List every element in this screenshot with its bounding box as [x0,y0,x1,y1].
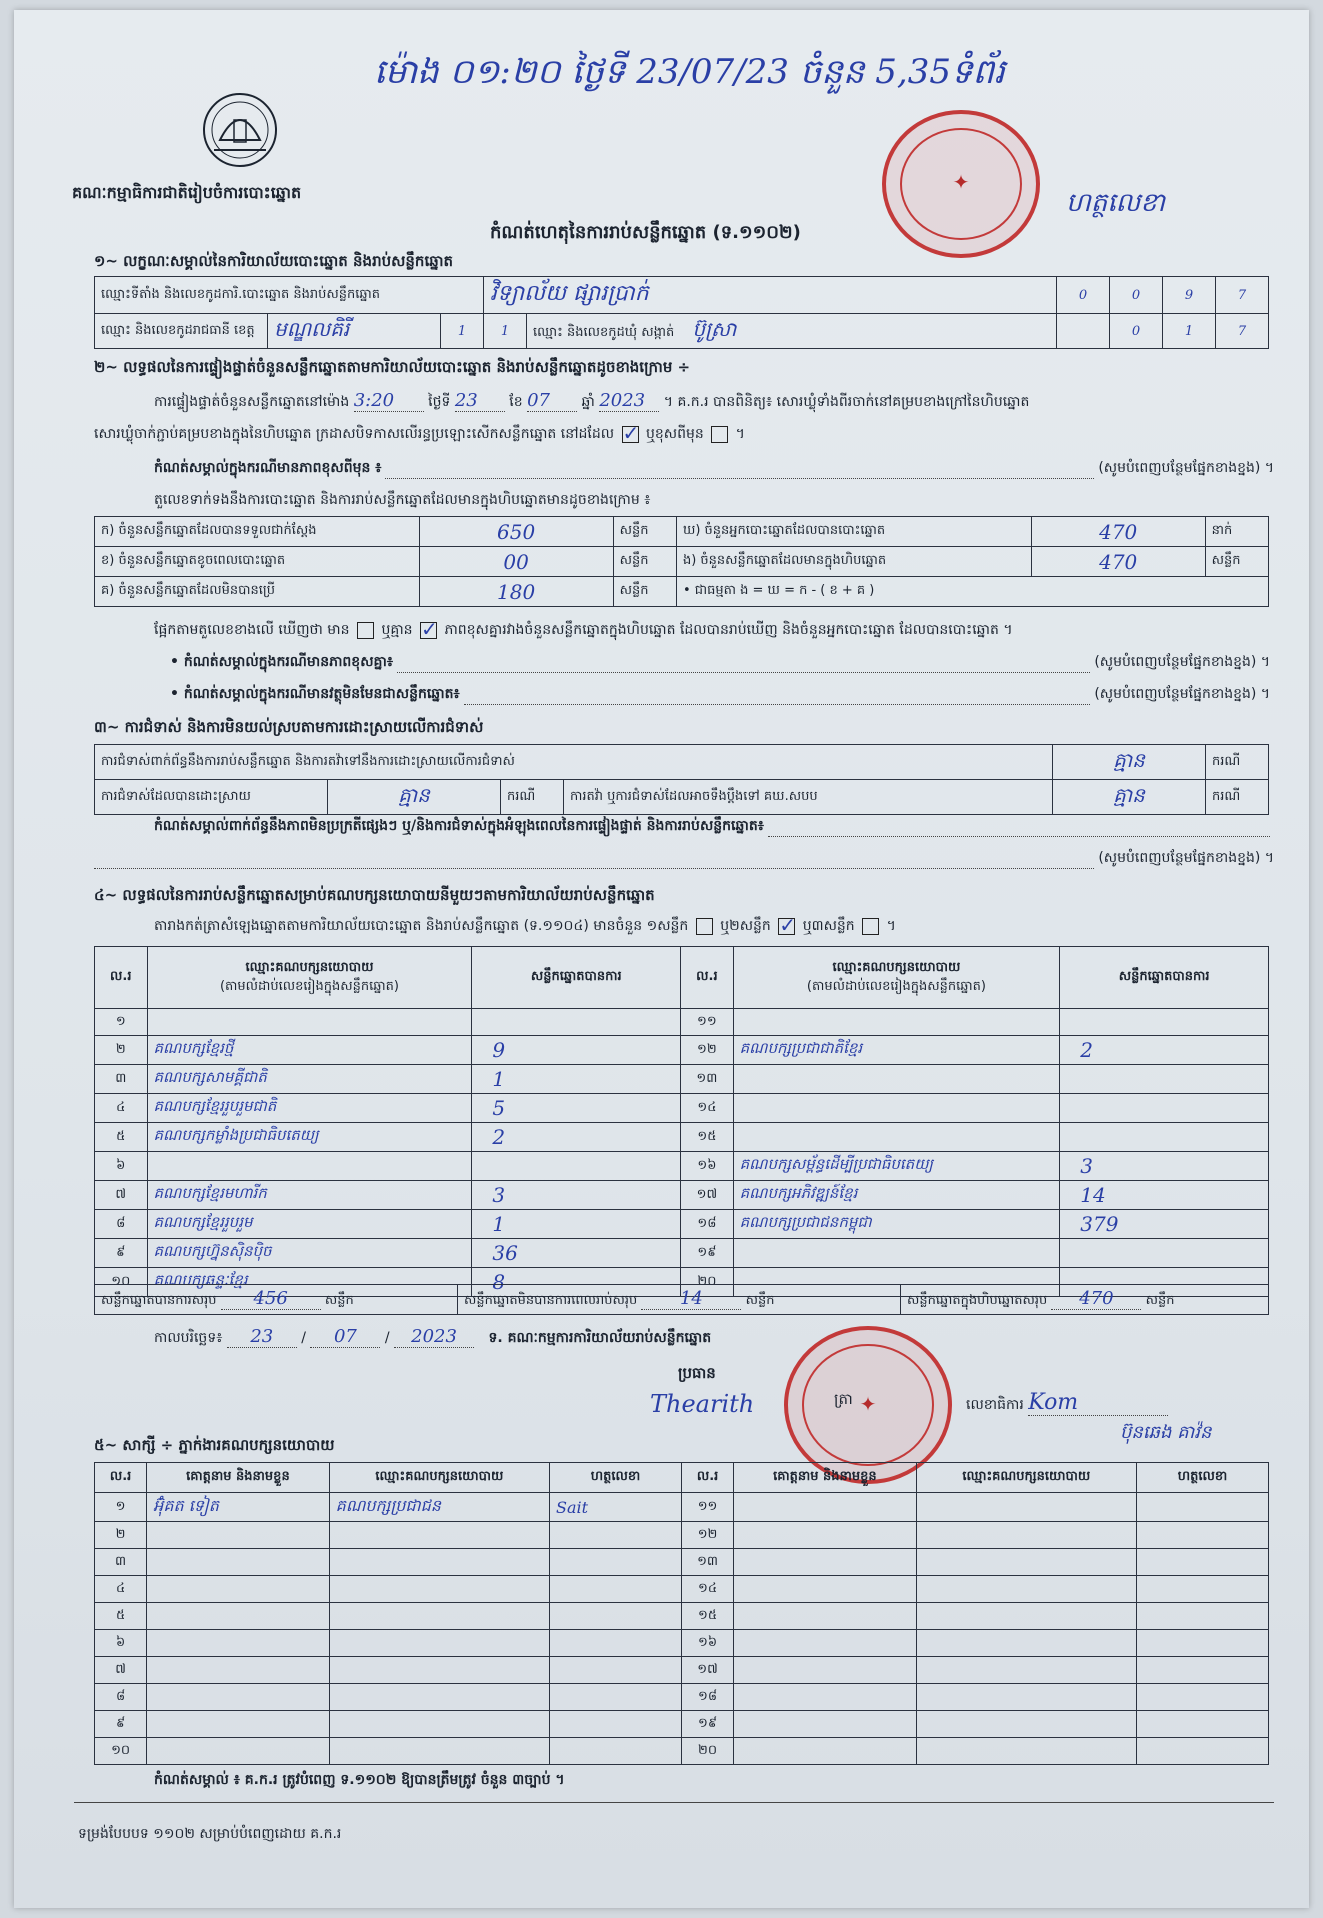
party-name: គណបក្សប្រជាជាតិខ្មែរ [733,1036,1060,1065]
unit-label: ករណី [1206,745,1269,780]
col-no-header: ល.រ [681,947,734,1009]
party-name [147,1152,472,1181]
counting-committee-label: ទ. គណៈកម្មការការិយាល័យរាប់សន្លឹកឆ្នោត [488,1330,712,1346]
row-number: ១០ [95,1268,148,1297]
lock-check-line: សោរឃ្លុំចាក់ភ្ជាប់គម្របខាងក្នុងនៃហិបឆ្នោត ក្រដាសបិទកាសលើរន្ធប្រឡោះសើកសន្លឹកឆ្នោត នៅដដែល ✓ ឬខុសពីមុន ។ [94,424,745,445]
row-number: ១៨ [681,1210,734,1239]
witness-name [147,1603,330,1630]
station-label: ឈ្មោះទីតាំង និងលេខកូដការិ.បោះឆ្នោត និងរាប់សន្លឹកឆ្នោត [95,277,484,314]
table-row [95,1123,1269,1152]
witness-party [329,1630,549,1657]
unused-ballots-value: 180 [419,577,613,607]
witness-name [734,1711,917,1738]
col-sig-header: ហត្ថលេខា [550,1463,682,1493]
witness-name [734,1738,917,1765]
col-no-header: ល.រ [95,947,148,1009]
row-number: ៨ [95,1684,147,1711]
station-code-digit: 0 [1057,277,1110,314]
verification-line: ការផ្ទៀងផ្ទាត់ចំនួនសន្លឹកឆ្នោតនៅម៉ោង 3:20 ថ្ងៃទី 23 ខែ 07 ឆ្នាំ 2023 ។ គ.ក.រ បានពិនិត្យ៖ សោរឃ្លុំទាំងពីរចាក់នៅគម្របខាងក្រៅនៃហិបឆ្នោត [154,390,1030,411]
party-votes: 2 [472,1123,681,1152]
resolved-objections-value: គ្មាន [328,780,501,815]
section5-title: ៥~ សាក្សី ÷ ភ្នាក់ងារគណបក្សនយោបាយ [94,1436,335,1454]
table-row [95,1711,1269,1738]
row-number: ៦ [95,1152,148,1181]
totals-table [94,1284,1269,1315]
station-code-digit: 0 [1110,277,1163,314]
row-number: ២០ [681,1268,734,1297]
row-number: ៧ [95,1181,148,1210]
footer-text: ទម្រង់បែបបទ ១១០២ សម្រាប់បំពេញដោយ គ.ក.រ [78,1826,342,1842]
col-party-header: ឈ្មោះគណបក្សនយោបាយ (តាមលំដាប់លេខរៀងក្នុងសន្លឹកឆ្នោត) [147,947,472,1009]
official-seal-bottom: ✦ [784,1326,952,1484]
appeals-label: ការតវ៉ា ឬការជំទាស់ដែលអាចទឹងប្តឹងទៅ គឃ.សបប [564,780,1053,815]
row-number: ២០ [681,1738,733,1765]
numbers-intro: តួលេខទាក់ទងនឹងការបោះឆ្នោត និងការរាប់សន្លឹកឆ្នោតដែលមានក្នុងហិបឆ្នោតមានដូចខាងក្រោម ៖ [154,492,651,508]
witness-party [329,1576,549,1603]
station-code-digit: 7 [1216,277,1269,314]
spoiled-ballots-label: ខ) ចំនួនសន្លឹកឆ្នោតខូចពេលបោះឆ្នោត [95,547,420,577]
verification-year: 2023 [599,390,659,412]
table-row [95,1549,1269,1576]
row-number: ៦ [95,1630,147,1657]
same-checkbox[interactable] [622,426,639,443]
seal-label: ត្រា [834,1390,853,1408]
party-votes: 1 [472,1065,681,1094]
row-number: ៣ [95,1549,147,1576]
table-row [95,1036,1269,1065]
verification-day: 23 [455,390,505,412]
copies-note: កំណត់សម្គាល់ ៖ គ.ក.រ ត្រូវបំពេញ ទ.១១០២ ឱ្យបានត្រឹមត្រូវ ចំនួន ៣ច្បាប់ ។ [154,1772,565,1788]
witness-party [916,1738,1136,1765]
row-number: ៤ [95,1094,148,1123]
party-name [733,1123,1060,1152]
witness-name [734,1630,917,1657]
party-name [733,1094,1060,1123]
party-votes: 9 [472,1036,681,1065]
witness-name [147,1630,330,1657]
row-number: ៤ [95,1576,147,1603]
total-in-box-value: 470 [1051,1288,1141,1310]
witness-signature [550,1522,682,1549]
voters-label: ឃ) ចំនួនអ្នកបោះឆ្នោតដែលបានបោះឆ្នោត [676,517,1031,547]
unit-label: ករណី [501,780,564,815]
section1-table [94,276,1269,349]
col-name-header: គោត្តនាម និងនាមខ្លួន [147,1463,330,1493]
party-votes: 14 [1060,1181,1269,1210]
witness-party [916,1493,1136,1522]
total-valid: សន្លឹកឆ្នោតបានការសរុប 456 សន្លឹក [95,1285,458,1315]
commune-code-digit: 7 [1216,314,1269,349]
witness-name [147,1684,330,1711]
official-seal-top: ✦ [882,110,1040,258]
date-month: 07 [310,1326,380,1348]
row-number: ១៥ [681,1123,734,1152]
party-name: គណបក្សសម្ព័ន្ធដើម្បីប្រជាធិបតេយ្យ [733,1152,1060,1181]
col-name-header: គោត្តនាម និងនាមខ្លួន [734,1463,917,1493]
table-row [95,1657,1269,1684]
party-name: គណបក្សហ្វ៊ុនស៊ិនប៉ិច [147,1239,472,1268]
party-name: គណបក្សប្រជាជនកម្ពុជា [733,1210,1060,1239]
col-party-header: ឈ្មោះគណបក្សនយោបាយ (តាមលំដាប់លេខរៀងក្នុងសន្លឹកឆ្នោត) [733,947,1060,1009]
witness-name [147,1576,330,1603]
witness-signature [1137,1549,1269,1576]
total-invalid-value: 14 [641,1288,741,1310]
date-day: 23 [227,1326,297,1348]
party-votes [1060,1094,1269,1123]
party-name: គណបក្សសាមគ្គីជាតិ [147,1065,472,1094]
date-line: កាលបរិច្ឆេទ៖ 23 / 07 / 2023 ទ. គណៈកម្មការការិយាល័យរាប់សន្លឹកឆ្នោត [154,1326,712,1347]
witness-party [916,1603,1136,1630]
row-number: ៣ [95,1065,148,1094]
table-row [95,1094,1269,1123]
row-number: ១៤ [681,1094,734,1123]
witness-signature [550,1549,682,1576]
table-row [95,1210,1269,1239]
col-votes-header: សន្លឹកឆ្នោតបានការ [1060,947,1269,1009]
witness-party [916,1711,1136,1738]
discrepancy-line: ផ្អែកតាមតួលេខខាងលើ ឃើញថា មាន ឬគ្មាន ✓ ភាពខុសគ្នារវាងចំនួនសន្លឹកឆ្នោតក្នុងហិបឆ្នោត ដែលបានរាប់ឃើញ និងចំនួនអ្នកបោះឆ្នោត ដែលបានបោះឆ្នោត ។ [154,620,1013,641]
unit-label: សន្លឹក [1205,547,1268,577]
witness-name [734,1603,917,1630]
witness-name [734,1657,917,1684]
received-ballots-label: ក) ចំនួនសន្លឹកឆ្នោតដែលបានទទួលជាក់ស្តែង [95,517,420,547]
party-name: គណបក្សខ្មែរថ្មី [147,1036,472,1065]
no-difference-checkbox[interactable] [420,622,437,639]
commune-name: ប៊ូស្រា [692,317,737,341]
secretary-line: លេខាធិការ Kom [966,1390,1168,1416]
witness-signature [1137,1630,1269,1657]
different-checkbox[interactable] [711,426,728,443]
party-name: គណបក្សខ្មែររួបរួមជាតិ [147,1094,472,1123]
witness-party [916,1549,1136,1576]
row-number: ៥ [95,1603,147,1630]
footer-line [74,1802,1274,1803]
row-number: ១ [95,1009,148,1036]
row-number: ១៩ [681,1239,734,1268]
party-votes: 3 [1060,1152,1269,1181]
witness-party [329,1549,549,1576]
row-number: ១២ [681,1036,734,1065]
committee-name: គណៈកម្មាធិការជាតិរៀបចំការបោះឆ្នោត [72,183,302,202]
objections-label: ការជំទាស់ពាក់ព័ន្ធនឹងការរាប់សន្លឹកឆ្នោត និងការតវ៉ាទៅនឹងការដោះស្រាយលើការជំទាស់ [95,745,1053,780]
appeals-value: គ្មាន [1053,780,1206,815]
form-title: កំណត់ហេតុនៃការរាប់សន្លឹកឆ្នោត (ទ.១១០២) [490,222,801,243]
party-votes [1060,1239,1269,1268]
witness-party [916,1630,1136,1657]
witness-signature [1137,1493,1269,1522]
row-number: ២ [95,1522,147,1549]
witness-party [329,1657,549,1684]
witness-party [329,1684,549,1711]
witness-name [147,1711,330,1738]
party-name [733,1065,1060,1094]
ballots-in-box-label: ង) ចំនួនសន្លឹកឆ្នោតដែលមានក្នុងហិបឆ្នោត [676,547,1031,577]
total-in-box: សន្លឹកឆ្នោតក្នុងហិបឆ្នោតសរុប 470 សន្លឹក [901,1285,1269,1315]
witness-signature [550,1603,682,1630]
party-name [147,1009,472,1036]
row-number: ១៤ [681,1576,733,1603]
witness-signature [550,1711,682,1738]
witness-name [734,1684,917,1711]
witness-signature [1137,1522,1269,1549]
province-name: មណ្ឌលគិរី [268,314,441,349]
row-number: ១៦ [681,1152,734,1181]
table-row [95,1738,1269,1765]
section3-title: ៣~ ការជំទាស់ និងការមិនយល់ស្របតាមការដោះស្រាយលើការជំទាស់ [94,718,484,736]
irregularity-note-line2: (សូមបំពេញបន្ថែមផ្នែកខាងខ្នង) ។ [94,848,1274,869]
total-invalid: សន្លឹកឆ្នោតមិនបានការពេលរាប់សរុប 14 សន្លឹក [458,1285,901,1315]
party-votes: 5 [472,1094,681,1123]
ballot-numbers-table [94,516,1269,607]
col-party-header: ឈ្មោះគណបក្សនយោបាយ [329,1463,549,1493]
row-number: ១៧ [681,1181,734,1210]
two-sheets-checkbox[interactable] [778,918,795,935]
col-no-header: ល.រ [95,1463,147,1493]
table-row [95,1065,1269,1094]
party-votes [472,1009,681,1036]
province-code-digit: 1 [441,314,484,349]
row-number: ១៨ [681,1684,733,1711]
objections-value: គ្មាន [1053,745,1206,780]
commune-code-digit: 1 [1163,314,1216,349]
chair-signature: Thearith [650,1390,755,1418]
table-row [95,1152,1269,1181]
received-ballots-value: 650 [419,517,613,547]
table-row [95,1630,1269,1657]
row-number: ១ [95,1493,147,1522]
station-code-digit: 9 [1163,277,1216,314]
party-votes: 1 [472,1210,681,1239]
witness-party [329,1522,549,1549]
party-votes [1060,1065,1269,1094]
party-votes: 2 [1060,1036,1269,1065]
difference-note: កំណត់សម្គាល់ក្នុងករណីមានភាពខុសពីមុន ៖ (សូមបំពេញបន្ថែមផ្នែកខាងខ្នង) ។ [154,458,1274,479]
secretary-signature: Kom [1028,1390,1168,1416]
one-sheet-checkbox[interactable] [696,918,713,935]
witness-signature [1137,1711,1269,1738]
witness-name: អ៊ុំគត ទៀត [147,1493,330,1522]
witness-signature [550,1630,682,1657]
col-no-header: ល.រ [681,1463,733,1493]
witness-signature [550,1684,682,1711]
witness-party [329,1711,549,1738]
party-name [733,1009,1060,1036]
party-votes: 8 [472,1268,681,1297]
unused-ballots-label: គ) ចំនួនសន្លឹកឆ្នោតដែលមិនបានប្រើ [95,577,420,607]
resolved-objections-label: ការជំទាស់ដែលបានដោះស្រាយ [95,780,328,815]
row-number: ១៥ [681,1603,733,1630]
voters-value: 470 [1031,517,1205,547]
party-votes [472,1152,681,1181]
party-votes: 36 [472,1239,681,1268]
row-number: ១០ [95,1738,147,1765]
witness-signature [1137,1576,1269,1603]
row-number: ១៩ [681,1711,733,1738]
chair-label: ប្រធាន [678,1364,716,1382]
col-votes-header: សន្លឹកឆ្នោតបានការ [472,947,681,1009]
witness-signature [550,1738,682,1765]
commune-code-digit: 0 [1110,314,1163,349]
witness-name [147,1738,330,1765]
witness-signature [1137,1738,1269,1765]
witness-name [147,1657,330,1684]
witness-name [734,1522,917,1549]
witness-name [734,1576,917,1603]
province-label: ឈ្មោះ និងលេខកូដរាជធានី ខេត្ត [95,314,268,349]
province-code-digit: 1 [484,314,527,349]
witness-name [147,1549,330,1576]
ballots-in-box-value: 470 [1031,547,1205,577]
objections-table [94,744,1269,815]
table-row [95,1603,1269,1630]
witness-party [329,1603,549,1630]
party-name: គណបក្សអភិវឌ្ឍន៍ខ្មែរ [733,1181,1060,1210]
witness-signature [550,1576,682,1603]
witness-party [916,1684,1136,1711]
tally-sheets-line: តារាងកត់ត្រាសំឡេងឆ្នោតតាមការិយាល័យបោះឆ្នោត និងរាប់សន្លឹកឆ្នោត (ទ.១១០៤) មានចំនួន ១សន្លឹក ឬ២សន្លឹក ✓ ឬ៣សន្លឹក ។ [154,916,896,937]
row-number: ១១ [681,1009,734,1036]
row-number: ១៦ [681,1630,733,1657]
col-sig-header: ហត្ថលេខា [1137,1463,1269,1493]
table-row [95,1576,1269,1603]
spoiled-ballots-value: 00 [419,547,613,577]
row-number: ៧ [95,1657,147,1684]
formula-note: • ជាធម្មតា ង = ឃ = ក - ( ខ + គ ) [676,577,1268,607]
section4-title: ៤~ លទ្ធផលនៃការរាប់សន្លឹកឆ្នោតសម្រាប់គណបក្សនយោបាយនីមួយៗតាមការិយាល័យរាប់សន្លឹកឆ្នោត [94,886,655,904]
witness-party [916,1576,1136,1603]
form-sheet [14,10,1309,1908]
row-number: ១៣ [681,1549,733,1576]
table-row [95,1181,1269,1210]
table-row [95,1684,1269,1711]
witness-party [916,1522,1136,1549]
witness-signature: Sait [550,1493,682,1522]
row-number: ៨ [95,1210,148,1239]
party-votes: 3 [472,1181,681,1210]
party-votes: 379 [1060,1210,1269,1239]
col-party-header: ឈ្មោះគណបក្សនយោបាយ [916,1463,1136,1493]
witnesses-table [94,1462,1269,1765]
party-votes [1060,1009,1269,1036]
row-number: ៩ [95,1711,147,1738]
commune-label: ឈ្មោះ និងលេខកូដឃុំ សង្កាត់ ប៊ូស្រា [527,314,1057,349]
top-signature: ហត្ថលេខា [1066,188,1166,218]
witness-party: គណបក្សប្រជាជន [329,1493,549,1522]
section2-title: ២~ លទ្ធផលនៃការផ្ទៀងផ្ទាត់ចំនួនសន្លឹកឆ្នោតតាមការិយាល័យបោះឆ្នោត និងរាប់សន្លឹកឆ្នោតដូចខាងក្រោម ÷ [94,358,691,376]
party-results-table [94,946,1269,1297]
witness-signature [1137,1657,1269,1684]
witness-signature [1137,1603,1269,1630]
table-row [95,1493,1269,1522]
row-number: ៥ [95,1123,148,1152]
row-number: ៩ [95,1239,148,1268]
verification-month: 07 [527,390,577,412]
bullet-note-foreign-object: • កំណត់សម្គាល់ក្នុងករណីមានវត្ថុមិនមែនជាសន្លឹកឆ្នោត៖ (សូមបំពេញបន្ថែមផ្នែកខាងខ្នង) ។ [170,684,1270,705]
witness-signature [550,1657,682,1684]
bullet-note-difference: • កំណត់សម្គាល់ក្នុងករណីមានភាពខុសគ្នា៖ (សូមបំពេញបន្ថែមផ្នែកខាងខ្នង) ។ [170,652,1270,673]
date-year: 2023 [394,1326,474,1348]
secretary-name: ប៊ុនឆេង គាវ៉ន [1120,1422,1212,1443]
witness-name [147,1522,330,1549]
table-row [95,1239,1269,1268]
witness-signature [1137,1684,1269,1711]
table-row [95,1522,1269,1549]
party-votes [1060,1123,1269,1152]
row-number: ២ [95,1036,148,1065]
unit-label: សន្លឹក [613,547,676,577]
party-name [733,1239,1060,1268]
irregularity-note: កំណត់សម្គាល់ពាក់ព័ន្ធនឹងភាពមិនប្រក្រតីផ្សេងៗ ឬ/និងការជំទាស់ក្នុងអំឡុងពេលនៃការផ្ទៀងផ្ទាត់ និងការរាប់សន្លឹកឆ្នោត៖ [154,816,1274,837]
committee-emblem-icon [200,90,280,170]
row-number: ១៧ [681,1657,733,1684]
unit-label: សន្លឹក [613,577,676,607]
table-row [95,1009,1269,1036]
three-sheets-checkbox[interactable] [862,918,879,935]
verification-time: 3:20 [354,390,424,412]
party-name: គណបក្សខ្មែរមហារីក [147,1181,472,1210]
section1-title: ១~ លក្ខណៈសម្គាល់នៃការិយាល័យបោះឆ្នោត និងរាប់សន្លឹកឆ្នោត [94,252,454,270]
handwritten-top-note: ម៉ោង ០១:២០ ថ្ងៃទី 23/07/23 ចំនួន 5,35ទំព័រ [374,52,1005,92]
row-number: ១១ [681,1493,733,1522]
station-name: វិទ្យាល័យ ផ្សារប្រាក់ [484,277,1057,314]
unit-label: នាក់ [1205,517,1268,547]
witness-party [916,1657,1136,1684]
total-valid-value: 456 [221,1288,321,1310]
row-number: ១២ [681,1522,733,1549]
unit-label: សន្លឹក [613,517,676,547]
party-name: គណបក្សកម្លាំងប្រជាធិបតេយ្យ [147,1123,472,1152]
witness-party [329,1738,549,1765]
unit-label: ករណី [1206,780,1269,815]
party-name: គណបក្សខ្មែររួបរួម [147,1210,472,1239]
has-difference-checkbox[interactable] [357,622,374,639]
party-name: គណបក្សឆន្ទៈខ្មែរ [147,1268,472,1297]
witness-name [734,1549,917,1576]
witness-name [734,1493,917,1522]
row-number: ១៣ [681,1065,734,1094]
